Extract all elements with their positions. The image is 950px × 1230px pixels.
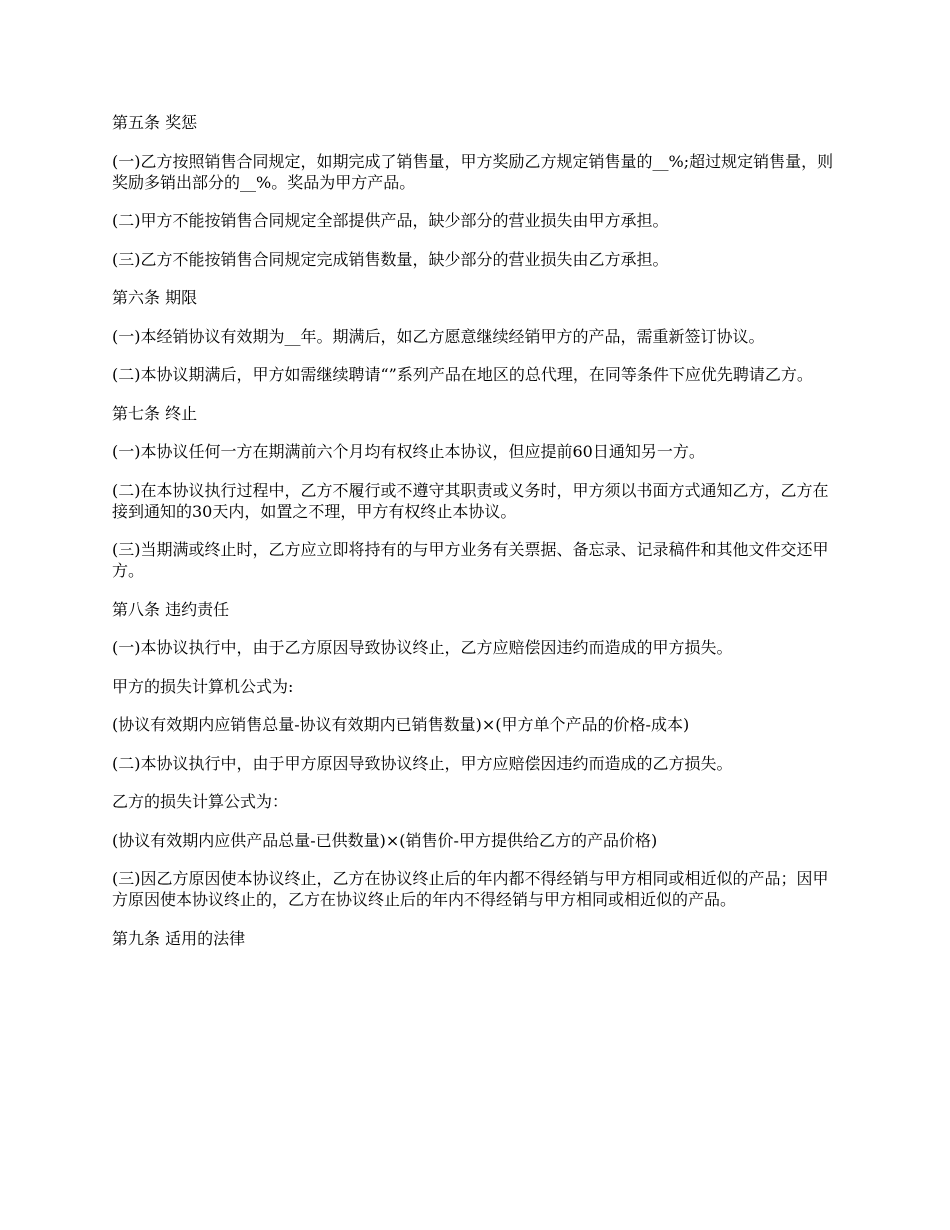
article-6-heading: 第六条 期限: [112, 288, 198, 307]
party-b-loss-formula-label: 乙方的损失计算公式为：: [112, 792, 289, 811]
article-8-clause-1: (一)本协议执行中，由于乙方原因导致协议终止，乙方应赔偿因违约而造成的甲方损失。: [112, 638, 733, 657]
article-5-clause-1: (一)乙方按照销售合同规定，如期完成了销售量，甲方奖励乙方规定销售量的__%;超过规定销售量，则奖励多销出部分的__%。奖品为甲方产品。: [112, 151, 834, 192]
article-8-clause-2: (二)本协议执行中，由于甲方原因导致协议终止，甲方应赔偿因违约而造成的乙方损失。: [112, 753, 733, 773]
article-6-clause-2: (二)本协议期满后，甲方如需继续聘请“”系列产品在地区的总代理，在同等条件下应优先聘请乙方。: [112, 365, 813, 384]
article-5-clause-3: (三)乙方不能按销售合同规定完成销售数量，缺少部分的营业损失由乙方承担。: [112, 249, 669, 269]
party-a-loss-formula: (协议有效期内应销售总量-协议有效期内已销售数量)×(甲方单个产品的价格-成本): [112, 715, 690, 734]
party-a-loss-formula-label: 甲方的损失计算机公式为:: [112, 676, 294, 696]
article-8-clause-3: (三)因乙方原因使本协议终止，乙方在协议终止后的年内都不得经销与甲方相同或相近似的产品；因甲方原因使本协议终止的，乙方在协议终止后的年内不得经销与甲方相同或相近似的产品。: [112, 869, 829, 909]
article-6-clause-1: (一)本经销协议有效期为__年。期满后，如乙方愿意继续经销甲方的产品，需重新签订协议。: [112, 326, 765, 346]
article-7-heading: 第七条 终止: [112, 403, 198, 423]
article-9-heading: 第九条 适用的法律: [112, 928, 246, 948]
article-5-clause-2: (二)甲方不能按销售合同规定全部提供产品，缺少部分的营业损失由甲方承担。: [112, 211, 669, 230]
article-8-heading: 第八条 违约责任: [112, 599, 230, 619]
article-7-clause-1: (一)本协议任何一方在期满前六个月均有权终止本协议，但应提前60日通知另一方。: [112, 442, 705, 461]
party-b-loss-formula: (协议有效期内应供产品总量-已供数量)×(销售价-甲方提供给乙方的产品价格): [112, 830, 658, 850]
article-7-clause-2: (二)在本协议执行过程中，乙方不履行或不遵守其职责或义务时，甲方须以书面方式通知乙方，乙方在接到通知的30天内，如置之不理，甲方有权终止本协议。: [112, 480, 829, 521]
document-page: [112, 112, 840, 966]
article-5-heading: 第五条 奖惩: [112, 113, 198, 132]
article-7-clause-3: (三)当期满或终止时，乙方应立即将持有的与甲方业务有关票据、备忘录、记录稿件和其他文件交还甲方。: [112, 540, 829, 580]
